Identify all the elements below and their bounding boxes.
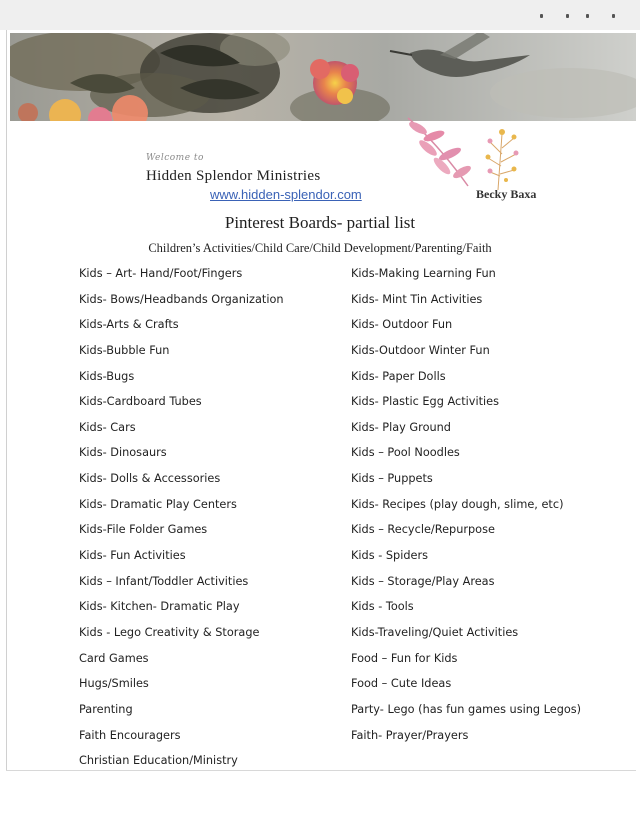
list-item: Hugs/Smiles <box>79 677 149 691</box>
list-item: Card Games <box>79 651 149 665</box>
list-item: Kids- Play Ground <box>351 420 451 434</box>
list-item: Kids – Storage/Play Areas <box>351 574 495 588</box>
list-item: Christian Education/Ministry <box>79 754 238 768</box>
welcome-script: Welcome to <box>146 153 204 163</box>
list-item: Kids- Dolls & Accessories <box>79 472 221 486</box>
author-name: Becky Baxa <box>476 187 537 201</box>
list-item: Kids - Lego Creativity & Storage <box>79 625 260 639</box>
list-item: Kids- Dramatic Play Centers <box>79 497 237 511</box>
list-item: Kids- Recipes (play dough, slime, etc) <box>351 497 564 511</box>
list-item: Kids-Making Learning Fun <box>351 267 496 280</box>
page-title: Pinterest Boards- partial list <box>224 213 416 232</box>
list-item: Food – Fun for Kids <box>351 651 458 665</box>
list-item: Kids- Mint Tin Activities <box>351 292 483 306</box>
list-item: Kids-Bubble Fun <box>79 343 170 357</box>
scan-marks <box>540 14 620 20</box>
banner-photo <box>10 33 636 121</box>
page-edge <box>6 30 7 770</box>
list-item: Parenting <box>79 702 133 716</box>
list-item: Kids- Bows/Headbands Organization <box>79 292 284 306</box>
list-item: Kids – Art- Hand/Foot/Fingers <box>79 267 243 280</box>
list-item: Kids-Arts & Crafts <box>79 318 179 332</box>
list-item: Kids-File Folder Games <box>79 523 208 537</box>
list-item: Faith Encouragers <box>79 728 181 742</box>
list-item: Kids-Bugs <box>79 369 135 383</box>
list-item: Party- Lego (has fun games using Legos) <box>351 702 582 716</box>
list-item: Kids- Fun Activities <box>79 549 186 563</box>
list-item: Kids-Cardboard Tubes <box>79 395 202 409</box>
leaf-decoration <box>398 114 534 192</box>
board-list-left <box>79 266 284 779</box>
list-item: Kids-Outdoor Winter Fun <box>351 343 490 357</box>
list-item: Kids - Tools <box>351 600 414 614</box>
scan-top-margin <box>0 0 640 30</box>
list-item: Kids - Spiders <box>351 549 428 563</box>
list-item: Kids- Cars <box>79 420 136 434</box>
list-item: Kids – Puppets <box>351 472 433 486</box>
list-item: Kids- Outdoor Fun <box>351 318 453 332</box>
list-item: Kids- Plastic Egg Activities <box>351 395 500 409</box>
board-list-right <box>351 266 581 753</box>
list-item: Kids- Dinosaurs <box>79 446 167 460</box>
list-item: Kids- Kitchen- Dramatic Play <box>79 600 240 614</box>
list-item: Kids-Traveling/Quiet Activities <box>351 625 519 639</box>
list-item: Faith- Prayer/Prayers <box>351 728 469 742</box>
ministry-name: Hidden Splendor Ministries <box>146 168 321 184</box>
list-item: Food – Cute Ideas <box>351 677 452 691</box>
list-item: Kids – Infant/Toddler Activities <box>79 574 249 588</box>
website-link[interactable]: www.hidden-splendor.com <box>210 187 362 202</box>
list-item: Kids – Pool Noodles <box>351 446 460 460</box>
page-subtitle: Children’s Activities/Child Care/Child Development/Parenting/Faith <box>148 241 492 255</box>
list-item: Kids- Paper Dolls <box>351 369 446 383</box>
list-item: Kids – Recycle/Repurpose <box>351 523 495 537</box>
